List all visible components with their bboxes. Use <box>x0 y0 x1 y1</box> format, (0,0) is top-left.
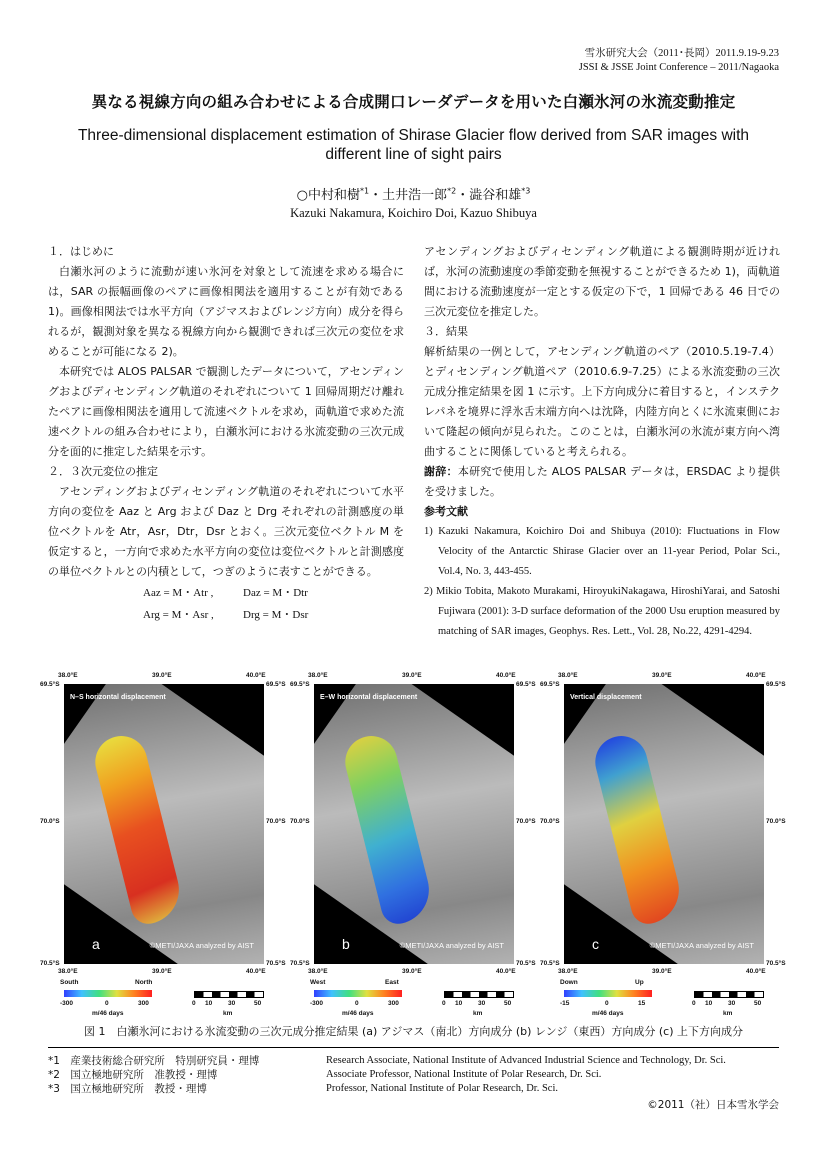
lon-tick-39-bottom: 39.0°E <box>402 968 422 975</box>
footnotes-english <box>326 1054 726 1096</box>
lon-tick-40-bottom: 40.0°E <box>496 968 516 975</box>
colorbar-negative-label: West <box>310 979 326 986</box>
footnote-3-jp: *3 国立極地研究所 教授・理博 <box>48 1083 207 1095</box>
lat-tick-70: 70.0°S <box>290 818 310 825</box>
method-paragraph: アセンディングおよびディセンディング軌道のそれぞれについて水平方向の変位を Aaz と Arg および Daz と Drg それぞれの計測感度の単位ベクトルを Atr，Asr，Dtr，Dsr とおく。三次元変位ベクトル M を仮定すると，一方向で求めた水平方向の変位は変位ベクトルと計測感度の単位ベクトルとの内積として，つぎのように表すことができる。 <box>48 485 404 578</box>
figure-panel-b <box>290 670 540 1015</box>
author-3: ・澁谷和雄 <box>456 188 522 203</box>
footnote-3-en: Professor, National Institute of Polar Research, Dr. Sci. <box>326 1083 558 1094</box>
reference-1: 1) Kazuki Nakamura, Koichiro Doi and Shibuya (2010): Fluctuations in Flow Velocity of the Antarctic Shirase Glacier over an 11-year Period, Polar Sci., Vol.4, No. 3, 443-455. <box>424 526 780 577</box>
panel-label: c <box>592 936 599 952</box>
lat-tick-70-5: 70.5°S <box>540 960 560 967</box>
sar-background <box>564 684 764 964</box>
lat-tick-70-right: 70.0°S <box>516 818 536 825</box>
section-heading-intro: １．はじめに <box>48 245 114 258</box>
footnote-2-en: Associate Professor, National Institute of Polar Research, Dr. Sci. <box>326 1069 602 1080</box>
lon-tick-40: 40.0°E <box>246 672 266 679</box>
footnote-divider <box>48 1047 779 1048</box>
colorbar-units: m/46 days <box>342 1010 374 1017</box>
lon-tick-39-bottom: 39.0°E <box>152 968 172 975</box>
lat-tick-70: 70.0°S <box>40 818 60 825</box>
scale-bar <box>444 991 514 998</box>
panel-copyright: ©METI/JAXA analyzed by AIST <box>649 941 754 950</box>
scale-tick: 30 <box>228 1000 236 1007</box>
figure-panel-a <box>40 670 290 1015</box>
scale-bar <box>194 991 264 998</box>
panel-label: b <box>342 936 350 952</box>
scale-units: km <box>723 1010 733 1017</box>
lat-tick-70-5-right: 70.5°S <box>516 960 536 967</box>
panel-copyright: ©METI/JAXA analyzed by AIST <box>149 941 254 950</box>
lon-tick-38-bottom: 38.0°E <box>58 968 78 975</box>
equation-2 <box>143 604 404 626</box>
lon-tick-38: 38.0°E <box>558 672 578 679</box>
ack-label: 謝辞： <box>424 465 458 478</box>
conference-header <box>579 47 779 75</box>
figure-caption: 図 1 白瀬氷河における氷流変動の三次元成分推定結果 (a) アジマス（南北）方向成分 (b) レンジ（東西）方向成分 (c) 上下方向成分 <box>83 1025 743 1038</box>
displacement-map <box>64 684 264 964</box>
scale-tick: 30 <box>728 1000 736 1007</box>
colorbar-min: -300 <box>310 1000 324 1007</box>
lat-tick-69-5: 69.5°S <box>40 681 60 688</box>
sar-background <box>64 684 264 964</box>
displacement-map <box>314 684 514 964</box>
lon-tick-39-bottom: 39.0°E <box>652 968 672 975</box>
affil-mark-3: *3 <box>521 186 531 196</box>
lon-tick-38-bottom: 38.0°E <box>308 968 328 975</box>
ack-text: 本研究で使用した ALOS PALSAR データは，ERSDAC より提供を受けました。 <box>424 465 780 498</box>
acknowledgement <box>424 462 780 502</box>
footnotes-japanese <box>48 1054 259 1096</box>
colorbar-max: 300 <box>138 1000 149 1007</box>
colorbar-units: m/46 days <box>92 1010 124 1017</box>
scale-bar <box>694 991 764 998</box>
lat-tick-69-5-right: 69.5°S <box>516 681 536 688</box>
lat-tick-69-5-right: 69.5°S <box>766 681 786 688</box>
footnote-1-en: Research Associate, National Institute of Advanced Industrial Science and Technology, Dr. Sci. <box>326 1055 726 1066</box>
colorbar-negative-label: South <box>60 979 79 986</box>
colorbar-min: -15 <box>560 1000 570 1007</box>
lat-tick-70-right: 70.0°S <box>266 818 286 825</box>
lat-tick-70: 70.0°S <box>540 818 560 825</box>
lon-tick-40-bottom: 40.0°E <box>746 968 766 975</box>
colorbar-positive-label: North <box>135 979 153 986</box>
sar-background <box>314 684 514 964</box>
lon-tick-39: 39.0°E <box>152 672 172 679</box>
colorbar-mid: 0 <box>105 1000 109 1007</box>
colorbar-mid: 0 <box>355 1000 359 1007</box>
scale-tick: 0 <box>692 1000 696 1007</box>
equation-1b: Daz = M・Dtr <box>243 587 308 599</box>
panel-label: a <box>92 936 100 952</box>
references-heading: 参考文献 <box>424 505 468 518</box>
footnote-2-jp: *2 国立極地研究所 准教授・理博 <box>48 1069 218 1081</box>
displacement-map <box>564 684 764 964</box>
lon-tick-39: 39.0°E <box>402 672 422 679</box>
equation-2b: Drg = M・Dsr <box>243 609 309 621</box>
conference-name-en: JSSI & JSSE Joint Conference – 2011/Nagaoka <box>578 62 779 73</box>
scale-tick: 10 <box>705 1000 713 1007</box>
colorbar-positive-label: East <box>385 979 399 986</box>
colorbar-max: 300 <box>388 1000 399 1007</box>
scale-tick: 0 <box>192 1000 196 1007</box>
colorbar-min: -300 <box>60 1000 74 1007</box>
scale-tick: 10 <box>205 1000 213 1007</box>
scale-tick: 50 <box>504 1000 512 1007</box>
reference-2: 2) Mikio Tobita, Makoto Murakami, HiroyukiNakagawa, HiroshiYarai, and Satoshi Fujiwara (2001): 3-D surface deformation of the 2000 Usu eruption measured by matching of SAR images, Geophys. Res. Lett., Vol. 28, No.22, 4291-4294. <box>424 586 780 637</box>
colorbar-negative-label: Down <box>560 979 578 986</box>
colorbar-mid: 0 <box>605 1000 609 1007</box>
colorbar <box>64 990 152 997</box>
colorbar-positive-label: Up <box>635 979 644 986</box>
equation-1a: Aaz = M・Atr , <box>143 587 214 599</box>
scale-tick: 10 <box>455 1000 463 1007</box>
lon-tick-40: 40.0°E <box>746 672 766 679</box>
intro-paragraph-1: 白瀬氷河のように流動が速い氷河を対象として流速を求める場合には，SAR の振幅画像のペアに画像相関法を適用することが有効である 1)。画像相関法では水平方向（アジマスおよびレンジ方向）成分を得られるが，観測対象を異なる視線方向から観測できれば三次元の変位を求めることが可能になる 2)。 <box>48 265 404 358</box>
panel-title: E–W horizontal displacement <box>320 694 418 701</box>
colorbar-units: m/46 days <box>592 1010 624 1017</box>
scale-tick: 0 <box>442 1000 446 1007</box>
author-2: ・土井浩一郎 <box>369 188 448 203</box>
lat-tick-69-5: 69.5°S <box>540 681 560 688</box>
results-paragraph: 解析結果の一例として，アセンディング軌道のペア（2010.5.19-7.4）とディセンディング軌道ペア（2010.6.9-7.25）による氷流変動の三次元成分推定結果を図 1 に示す。上下方向成分に着目すると，インステクレパネを境界に浮氷舌末端方向へは沈降，内陸方向とくに氷流東側において隆起の傾向が見られた。このことは，白瀬氷河の氷流が東方向へ湾曲することに関係していると考えられる。 <box>424 345 780 458</box>
author-1: ○中村和樹 <box>296 188 361 203</box>
lon-tick-38: 38.0°E <box>308 672 328 679</box>
title-japanese: 異なる視線方向の組み合わせによる合成開口レーダデータを用いた白瀬氷河の氷流変動推定 <box>91 93 736 111</box>
left-column <box>48 242 404 626</box>
scale-units: km <box>223 1010 233 1017</box>
colorbar <box>564 990 652 997</box>
figure-1 <box>40 670 790 1015</box>
right-column <box>424 242 780 642</box>
scale-tick: 50 <box>754 1000 762 1007</box>
colorbar <box>314 990 402 997</box>
lat-tick-70-5-right: 70.5°S <box>766 960 786 967</box>
lat-tick-69-5: 69.5°S <box>290 681 310 688</box>
lat-tick-70-right: 70.0°S <box>766 818 786 825</box>
lon-tick-40: 40.0°E <box>496 672 516 679</box>
authors-japanese <box>0 184 827 203</box>
footnote-1-jp: *1 産業技術総合研究所 特別研究員・理博 <box>48 1055 260 1067</box>
lon-tick-38: 38.0°E <box>58 672 78 679</box>
scale-tick: 30 <box>478 1000 486 1007</box>
panel-copyright: ©METI/JAXA analyzed by AIST <box>399 941 504 950</box>
section-heading-method: ２．３次元変位の推定 <box>48 465 158 478</box>
lon-tick-39: 39.0°E <box>652 672 672 679</box>
intro-paragraph-2: 本研究では ALOS PALSAR で観測したデータについて，アセンディングおよびディセンディング軌道のそれぞれについて 1 回帰周期だけ離れたペアに画像相関法を適用して流速ベクトルを求め，両軌道で求めた流速ベクトルの組み合わせにより，白瀬氷河における氷流変動の三次元成分を面的に推定した結果を示す。 <box>48 365 404 458</box>
colorbar-max: 15 <box>638 1000 646 1007</box>
panel-title: Vertical displacement <box>570 694 642 701</box>
affil-mark-2: *2 <box>447 186 457 196</box>
lat-tick-70-5-right: 70.5°S <box>266 960 286 967</box>
affil-mark-1: *1 <box>360 186 370 196</box>
equation-1 <box>143 582 404 604</box>
section-heading-results: ３．結果 <box>424 325 468 338</box>
lon-tick-38-bottom: 38.0°E <box>558 968 578 975</box>
lat-tick-70-5: 70.5°S <box>40 960 60 967</box>
scale-tick: 50 <box>254 1000 262 1007</box>
scale-units: km <box>473 1010 483 1017</box>
lat-tick-70-5: 70.5°S <box>290 960 310 967</box>
title-english: Three-dimensional displacement estimation of Shirase Glacier flow derived from SAR images with different line of sight pairs <box>77 127 750 163</box>
society-copyright: ©2011（社）日本雪氷学会 <box>647 1099 779 1111</box>
authors-english: Kazuki Nakamura, Koichiro Doi, Kazuo Shibuya <box>290 206 537 220</box>
panel-title: N–S horizontal displacement <box>70 694 166 701</box>
conference-name: 雪氷研究大会（2011･長岡）2011.9.19-9.23 <box>584 48 779 59</box>
method-paragraph-cont: アセンディングおよびディセンディング軌道による観測時期が近ければ，氷河の流動速度の季節変動を無視することができるため 1)，両軌道間における流動速度が一定とする仮定の下で，1 回帰である 46 日での三次元変位を推定した。 <box>424 245 780 318</box>
equation-2a: Arg = M・Asr , <box>143 609 214 621</box>
lat-tick-69-5-right: 69.5°S <box>266 681 286 688</box>
lon-tick-40-bottom: 40.0°E <box>246 968 266 975</box>
figure-panel-c <box>540 670 790 1015</box>
